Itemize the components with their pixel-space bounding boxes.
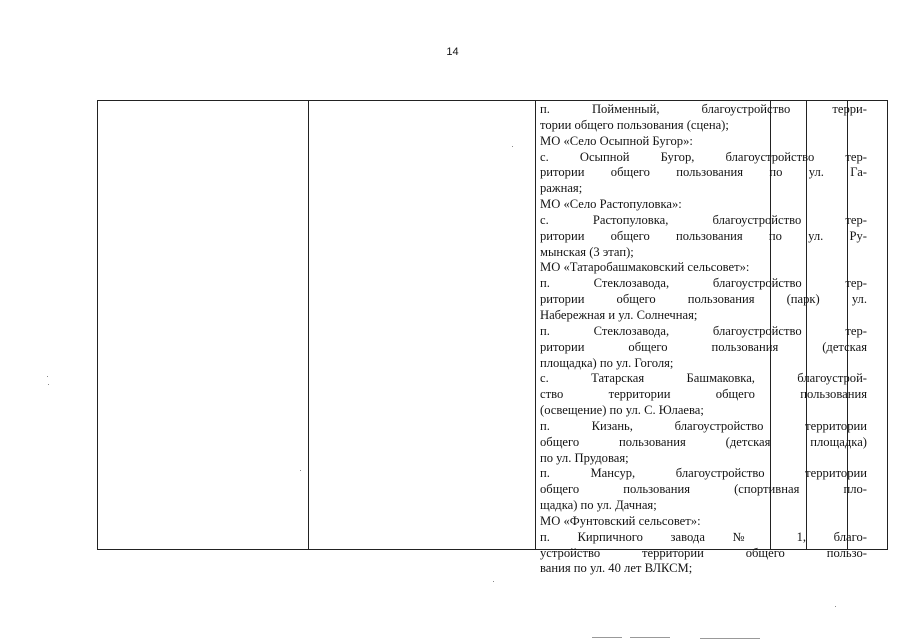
- description-line: МО «Село Осыпной Бугор»:: [540, 133, 693, 148]
- description-line: п. Пойменный, благоустройство терри-: [540, 102, 867, 116]
- page-number: 14: [446, 46, 459, 58]
- description-cell: [540, 102, 867, 577]
- description-line: (освещение) по ул. С. Юлаева;: [540, 403, 704, 418]
- description-line: ство территории общего пользования: [540, 387, 867, 402]
- description-line: ритории общего пользования (парк) ул.: [540, 292, 867, 307]
- description-line: общего пользования (детская площадка): [540, 434, 867, 449]
- scan-speck: [300, 470, 301, 471]
- description-line: щадка) по ул. Дачная;: [540, 498, 657, 513]
- scan-mark: [592, 637, 622, 638]
- description-line: мынская (3 этап);: [540, 244, 634, 259]
- column-divider-1: [308, 101, 309, 549]
- scan-speck: [835, 606, 836, 607]
- description-line: с. Татарская Башмаковка, благоустрой-: [540, 371, 867, 386]
- description-line: п. Мансур, благоустройство территории: [540, 466, 867, 481]
- description-line: МО «Татаробашмаковский сельсовет»:: [540, 260, 750, 275]
- scan-speck: [512, 146, 513, 147]
- description-line: общего пользования (спортивная пло-: [540, 482, 867, 497]
- description-line: п. Стеклозавода, благоустройство тер-: [540, 323, 867, 338]
- description-line: с. Растопуловка, благоустройство тер-: [540, 212, 867, 227]
- description-line: МО «Фунтовский сельсовет»:: [540, 513, 701, 528]
- scan-mark: [700, 638, 760, 639]
- scan-speck: [493, 581, 494, 582]
- description-line: п. Кизань, благоустройство территории: [540, 418, 867, 433]
- description-line: с. Осыпной Бугор, благоустройство тер-: [540, 149, 867, 164]
- description-line: п. Стеклозавода, благоустройство тер-: [540, 276, 867, 291]
- scan-speck: [48, 384, 49, 385]
- description-line: вания по ул. 40 лет ВЛКСМ;: [540, 561, 693, 576]
- description-line: Набережная и ул. Солнечная;: [540, 307, 698, 322]
- description-line: тории общего пользования (сцена);: [540, 117, 729, 132]
- description-line: по ул. Прудовая;: [540, 450, 629, 465]
- scan-speck: [47, 376, 48, 377]
- description-line: ритории общего пользования по ул. Ру-: [540, 228, 867, 243]
- description-line: МО «Село Растопуловка»:: [540, 197, 682, 212]
- description-line: площадка) по ул. Гоголя;: [540, 355, 674, 370]
- description-line: ражная;: [540, 181, 583, 196]
- description-line: ритории общего пользования по ул. Га-: [540, 165, 867, 180]
- description-line: ритории общего пользования (детская: [540, 339, 867, 354]
- description-line: устройство территории общего пользо-: [540, 545, 867, 560]
- scan-mark: [630, 637, 670, 638]
- column-divider-2: [535, 101, 536, 549]
- data-table: [97, 100, 888, 576]
- description-line: п. Кирпичного завода № 1, благо-: [540, 529, 867, 544]
